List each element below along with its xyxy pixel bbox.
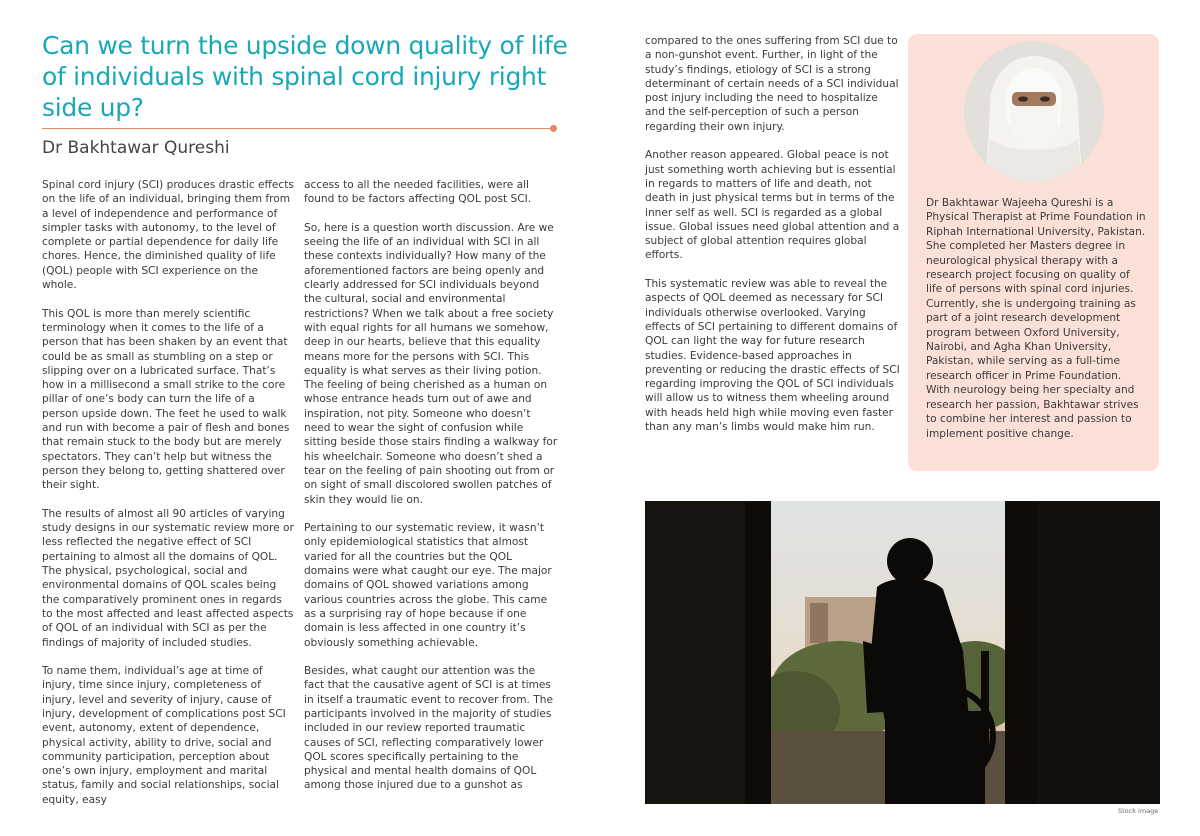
paragraph: This QOL is more than merely scientific terminology when it comes to the life of a person that has been shaken by an event that could be as small as stumbling on a step or slipping over on a lubricated surface. That’s how in a millisecond a small strike to the core pillar of one’s body can turn the life of a person upside down. The feet he used to walk and run with become a pair of flesh and bones that remain stuck to the body but are merely spectators. They can’t help but witness the person they belong to, getting shattered over their sight. (42, 307, 290, 492)
stock-photo (645, 501, 1160, 804)
portrait-illustration (964, 42, 1104, 182)
paragraph: So, here is a question worth discussion. Are we seeing the life of an individual with SCI in all these contexts individually? How many of the aforementioned factors are being openly and clearly addressed for SCI individuals beyond the cultural, social and environmental restrictions? When we talk about a free society with equal rights for all humans we somehow, deep in our hearts, believe that this equality means more for the persons with SCI. This equality is what serves as their living potion. The feeling of being cherished as a human on whose entrance heads turn out of awe and inspiration, not pity. Someone who doesn’t need to wear the sight of confusion while sitting beside those stairs finding a walkway for his wheelchair. Someone who doesn’t shed a tear on the feeling of pain shooting out from or on sight of small discolored swollen patches of skin they would lie on. (304, 221, 558, 506)
body-column-3 (645, 34, 901, 449)
body-column-2 (304, 178, 558, 807)
paragraph: Pertaining to our systematic review, it wasn’t only epidemiological statistics that almost varied for all the countries but the QOL domains were what caught our eye. The major domains of QOL showed variations among various countries across the globe. This came as a surprising ray of hope because if one domain is less affected in one country it’s obviously something achievable. (304, 522, 552, 649)
paragraph: To name them, individual’s age at time of injury, time since injury, completeness of injury, level and severity of injury, cause of injury, development of complications post SCI event, autonomy, extent of dependence, physical activity, ability to drive, social and community participation, perception about one’s own injury, employment and marital status, family and social relationships, social equity, easy (42, 665, 286, 806)
paragraph: This systematic review was able to reveal the aspects of QOL deemed as necessary for SCI individuals otherwise overlooked. Varying effects of SCI pertaining to different domains of QOL can light the way for future research studies. Evidence-based approaches in preventing or reducing the drastic effects of SCI regarding improving the QOL of SCI individuals will allow us to witness them wheeling around with heads held high while moving even faster than any man’s limbs would make him run. (645, 278, 900, 434)
wheelchair-silhouette-illustration (645, 501, 1160, 804)
divider-dot (550, 125, 557, 132)
author-portrait (964, 42, 1104, 182)
article-author: Dr Bakhtawar Qureshi (42, 138, 230, 158)
photo-caption: Stock image (1118, 807, 1159, 815)
paragraph: Spinal cord injury (SCI) produces drastic effects on the life of an individual, bringing them from a level of independence and performance of simpler tasks with autonomy, to the level of complete or partial dependence for daily life chores. Hence, the diminished quality of life (QOL) people with SCI experience on the whole. (42, 179, 294, 292)
body-column-1 (42, 178, 294, 821)
paragraph: access to all the needed facilities, were all found to be factors affecting QOL post SCI. (304, 179, 532, 206)
paragraph: Besides, what caught our attention was the fact that the causative agent of SCI is at times in itself a traumatic event to recover from. The participants involved in the majority of studies included in our review reported traumatic causes of SCI, reflecting comparatively lower QOL scores specifically pertaining to the physical and mental health domains of QOL among those injured due to a gunshot as (304, 665, 553, 792)
title-divider (42, 128, 552, 129)
paragraph: Another reason appeared. Global peace is not just something worth achieving but is essential in regards to matters of life and death, not death in just physical terms but in terms of the inner self as well. SCI is regarded as a global issue. Global issues need global attention and a subject of global attention requires global efforts. (645, 149, 900, 262)
paragraph: compared to the ones suffering from SCI due to a non-gunshot event. Further, in light of the study’s findings, etiology of SCI is a strong determinant of certain needs of a SCI individual post injury including the need to hospitalize and the self-perception of such a person regarding their own injury. (645, 35, 899, 133)
author-bio-text: Dr Bakhtawar Wajeeha Qureshi is a Physical Therapist at Prime Foundation in Riphah International University, Pakistan. She completed her Masters degree in neurological physical therapy with a research project focusing on quality of life of persons with spinal cord injuries. Currently, she is undergoing training as part of a joint research development program between Oxford University, Nairobi, and Agha Khan University, Pakistan, while serving as a full-time research officer in Prime Foundation. With neurology being her specialty and research her passion, Bakhtawar strives to combine her interest and passion to implement positive change. (926, 197, 1146, 440)
article-title: Can we turn the upside down quality of life of individuals with spinal cord injury right side up? (42, 31, 568, 122)
paragraph: The results of almost all 90 articles of varying study designs in our systematic review more or less reflected the negative effect of SCI pertaining to almost all the domains of QOL. The physical, psychological, social and environmental domains of QOL scales being the comparatively prominent ones in regards to the most affected and least affected aspects of QOL of an individual with SCI as per the findings of majority of included studies. (42, 507, 294, 649)
